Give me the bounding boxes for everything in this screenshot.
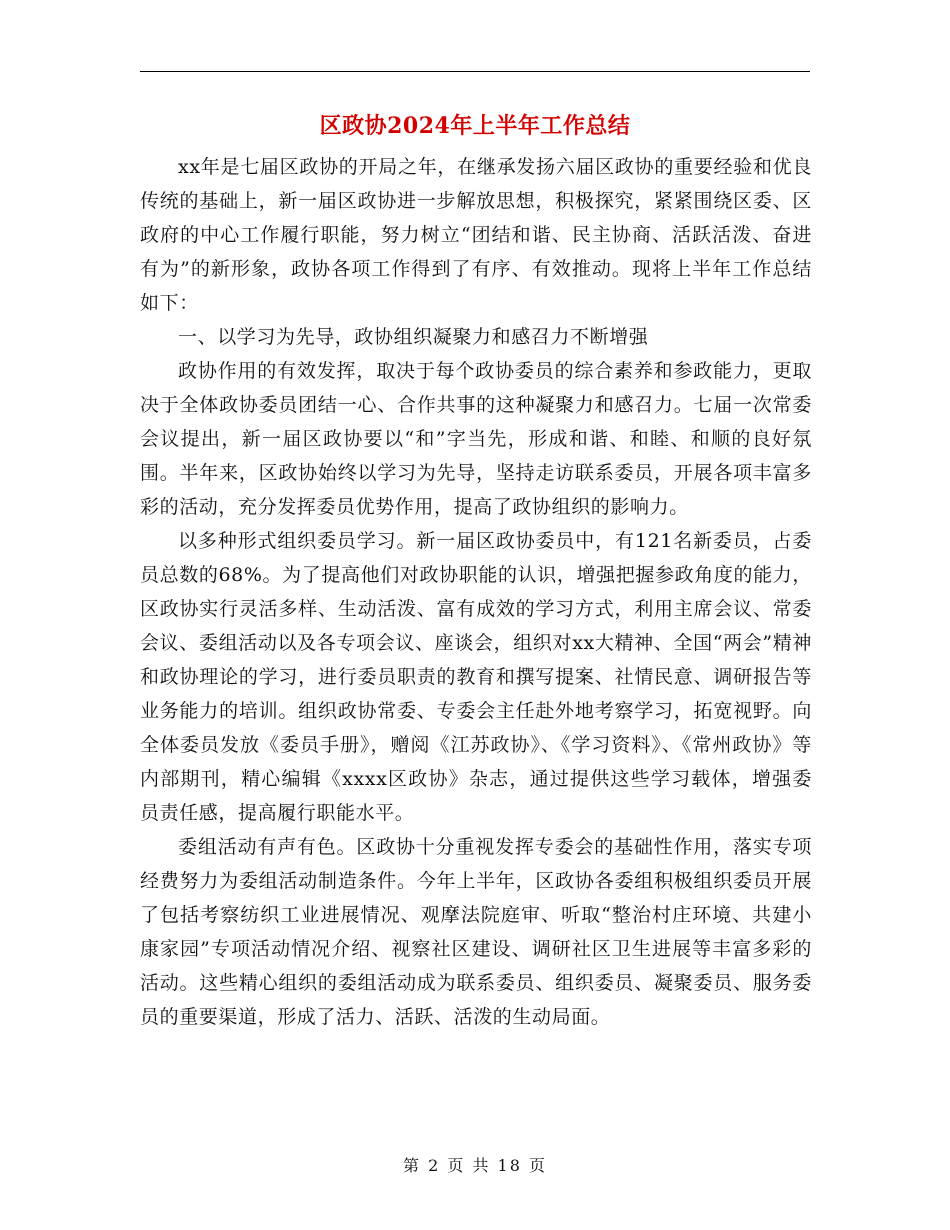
document-title: 区政协2024年上半年工作总结 <box>319 113 631 139</box>
section-heading: 一、以学习为先导，政协组织凝聚力和感召力不断增强 <box>178 326 649 348</box>
paragraph-study: 以多种形式组织委员学习。新一届区政协委员中，有121名新委员，占委员总数的68%。为了提高他们对政协职能的认识，增强把握参政角度的能力，区政协实行灵活多样、生动活泼、富有成效的学习方式，利用主席会议、常委会议、委组活动以及各专项会议、座谈会，组织对xx大精神、全国“两会”精神和政协理论的学习，进行委员职责的教育和撰写提案、社情民意、调研报告等业务能力的培训。组织政协常委、专委会主任赴外地考察学习，拓宽视野。向全体委员发放《委员手册》，赠阅《江苏政协》、《学习资料》、《常州政协》等内部期刊，精心编辑《xxxx区政协》杂志，通过提供这些学习载体，增强委员责任感，提高履行职能水平。 <box>140 530 812 824</box>
paragraph-intro: xx年是七届区政协的开局之年，在继承发扬六届区政协的重要经验和优良传统的基础上，新一届区政协进一步解放思想，积极探究，紧紧围绕区委、区政府的中心工作履行职能，努力树立“团结和谐、民主协商、活跃活泼、奋进有为”的新形象，政协各项工作得到了有序、有效推动。现将上半年工作总结如下： <box>140 156 812 314</box>
document-body <box>140 150 812 1034</box>
page-number: 第 2 页 共 18 页 <box>403 1156 547 1175</box>
paragraph-activities: 委组活动有声有色。区政协十分重视发挥专委会的基础性作用，落实专项经费努力为委组活动制造条件。今年上半年，区政协各委组积极组织委员开展了包括考察纺织工业进展情况、观摩法院庭审、听取“整治村庄环境、共建小康家园”专项活动情况介绍、视察社区建设、调研社区卫生进展等丰富多彩的活动。这些精心组织的委组活动成为联系委员、组织委员、凝聚委员、服务委员的重要渠道，形成了活力、活跃、活泼的生动局面。 <box>140 836 812 1028</box>
paragraph-role: 政协作用的有效发挥，取决于每个政协委员的综合素养和参政能力，更取决于全体政协委员团结一心、合作共事的这种凝聚力和感召力。七届一次常委会议提出，新一届区政协要以“和”字当先，形成和谐、和睦、和顺的良好氛围。半年来，区政协始终以学习为先导，坚持走访联系委员，开展各项丰富多彩的活动，充分发挥委员优势作用，提高了政协组织的影响力。 <box>140 360 812 518</box>
header-rule <box>140 71 810 72</box>
